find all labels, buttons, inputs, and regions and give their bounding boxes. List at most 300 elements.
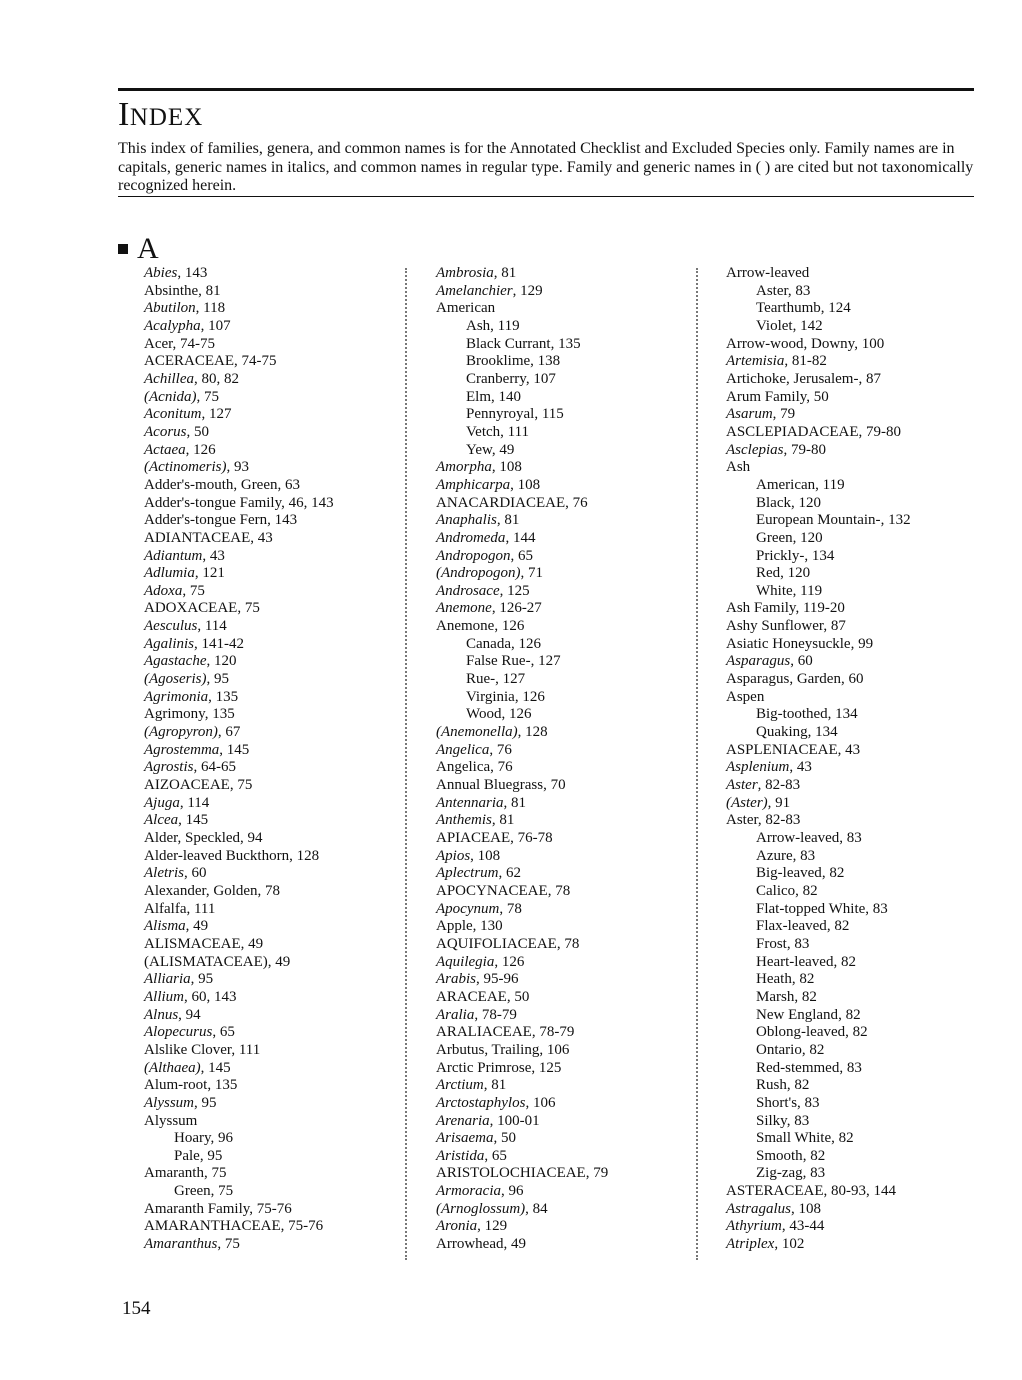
index-entry-name: Black Currant — [466, 335, 551, 352]
index-intro: This index of families, genera, and common names is for the Annotated Checklist and Excluded Species only. Family names are in capitals, generic names in italics, and common names in regular type. Family and generic names in ( ) are cited but not taxonomically recognized herein. — [118, 140, 974, 194]
index-entry-pages: , 75 — [237, 600, 260, 617]
index-entry — [726, 512, 911, 530]
index-entry — [726, 918, 911, 936]
index-entry-pages: , 129 — [512, 282, 543, 299]
index-entry-pages: , 83 — [802, 1165, 826, 1182]
index-entry — [436, 265, 608, 283]
index-entry-name: Adder's-mouth, Green — [144, 476, 278, 493]
index-entry — [144, 742, 334, 760]
index-entry-name: Aletris — [144, 865, 184, 882]
index-entry — [436, 971, 608, 989]
index-entry-pages: , 67 — [217, 724, 241, 741]
index-entry-name: ASPLENIACEAE — [726, 741, 838, 758]
index-entry — [726, 812, 911, 830]
index-entry-name: Azure — [756, 847, 793, 864]
index-entry — [144, 936, 334, 954]
index-entry-name: Astragalus — [726, 1200, 792, 1217]
index-entry-name: Aspen — [726, 688, 765, 705]
index-entry-name: Anemone — [436, 618, 495, 635]
index-entry-pages: , 119 — [490, 317, 520, 334]
index-entry — [436, 936, 608, 954]
index-entry-name: Adlumia — [144, 565, 195, 582]
index-entry — [436, 459, 608, 477]
index-entry-name: APIACEAE — [436, 830, 511, 846]
index-entry-name: ASTERACEAE — [726, 1183, 824, 1200]
index-entry-pages: , 134 — [804, 547, 835, 564]
index-entry-pages: , 49 — [240, 935, 264, 952]
index-entry-pages: , 100 — [854, 335, 885, 352]
index-entry — [436, 1060, 608, 1078]
index-entry-pages: , 114 — [197, 618, 227, 635]
index-entry-pages: , 81-82 — [784, 353, 827, 370]
index-entry-pages: , 95 — [194, 1094, 217, 1111]
index-entry — [144, 1148, 334, 1166]
index-entry-name: Agastache — [144, 653, 207, 670]
index-entry-name: Wood — [466, 706, 502, 723]
index-entry-pages: , 118 — [195, 300, 226, 317]
index-entry — [144, 1042, 334, 1060]
index-entry-pages: , 111 — [231, 1041, 261, 1058]
index-column-1 — [144, 265, 334, 1254]
index-entry-pages: , 78 — [257, 882, 281, 899]
index-entry-pages: , 80-93, 144 — [823, 1183, 896, 1200]
index-entry-pages: , 50 — [806, 388, 829, 405]
index-entry-name: New England — [756, 1006, 839, 1023]
index-entry — [726, 389, 911, 407]
index-entry-pages: , 125 — [499, 582, 530, 599]
index-entry — [144, 918, 334, 936]
index-entry-pages: , 93 — [226, 459, 249, 476]
index-entry — [726, 406, 911, 424]
index-entry-pages: , 75 — [210, 1183, 234, 1200]
index-entry — [436, 530, 608, 548]
index-entry-pages: , 132 — [880, 512, 911, 529]
index-entry — [144, 777, 334, 795]
index-entry — [144, 406, 334, 424]
index-entry-name: Abutilon — [144, 300, 196, 317]
index-entry-name: ADOXACEAE — [144, 600, 238, 617]
index-entry — [436, 1165, 608, 1183]
index-entry-pages: , 76-78 — [510, 830, 553, 846]
index-entry-pages: , 49 — [267, 953, 291, 970]
index-entry-name: Red-stemmed — [756, 1059, 840, 1076]
index-entry-pages: , 49 — [491, 441, 515, 458]
index-entry-pages: , 60 — [840, 671, 864, 688]
index-entry-pages: , 46, 143 — [281, 494, 334, 511]
index-entry-name: Arrowhead — [436, 1236, 504, 1253]
index-entry — [726, 1077, 911, 1095]
index-entry — [436, 600, 608, 618]
index-entry-name: Amelanchier — [436, 282, 513, 299]
index-entry-pages: , 49 — [503, 1236, 526, 1253]
index-entry — [436, 883, 608, 901]
index-entry — [726, 865, 911, 883]
index-entry-name: Flat-topped White — [756, 900, 866, 917]
index-entry-pages: , 62 — [498, 865, 521, 882]
index-entry — [726, 795, 911, 813]
index-entry — [726, 689, 911, 707]
index-entry — [436, 671, 608, 689]
column-divider — [405, 268, 407, 1260]
index-entry-name: (Agropyron) — [144, 724, 218, 741]
index-entry — [144, 442, 334, 460]
index-entry-pages: , 75 — [182, 582, 205, 599]
index-entry-name: Aronia — [436, 1218, 478, 1235]
index-entry-pages: , 50 — [186, 423, 209, 440]
index-entry-pages: , 124 — [820, 300, 851, 317]
index-entry-name: Smooth — [756, 1147, 803, 1164]
index-entry-pages: , 78 — [547, 882, 571, 899]
index-entry — [144, 389, 334, 407]
index-entry — [436, 918, 608, 936]
index-entry — [726, 600, 911, 618]
top-rule — [118, 88, 974, 91]
index-entry — [144, 971, 334, 989]
index-entry-pages: , 125 — [531, 1059, 562, 1076]
index-entry — [436, 283, 608, 301]
index-entry — [144, 336, 334, 354]
index-entry-name: Adder's-tongue Fern — [144, 512, 268, 529]
index-entry — [144, 548, 334, 566]
index-entry — [726, 618, 911, 636]
index-entry-pages: , 128 — [517, 724, 548, 741]
index-entry-pages: , 115 — [534, 406, 564, 423]
index-entry — [144, 265, 334, 283]
index-entry — [144, 954, 334, 972]
index-entry — [726, 1130, 911, 1148]
index-entry-name: Alyssum — [144, 1112, 198, 1129]
index-entry — [436, 865, 608, 883]
index-entry-name: Black — [756, 494, 791, 511]
index-entry — [436, 548, 608, 566]
index-entry-name: Arctostaphylos — [436, 1094, 526, 1111]
index-entry-name: Virginia — [466, 688, 515, 705]
index-entry-pages: , 43-44 — [781, 1218, 825, 1235]
index-entry-pages: , 75 — [229, 777, 253, 794]
index-entry-name: Arrow-leaved — [756, 830, 840, 846]
index-entry-name: Asclepias — [726, 441, 784, 458]
index-entry — [144, 495, 334, 513]
index-entry — [144, 724, 334, 742]
index-entry-name: Green — [174, 1183, 211, 1200]
index-entry — [144, 830, 334, 848]
page-number: 154 — [122, 1298, 151, 1319]
index-entry-name: False Rue- — [466, 653, 531, 670]
index-entry-pages: , 75 — [196, 388, 219, 405]
index-entry-name: Hoary — [174, 1130, 211, 1147]
index-entry-pages: , 82 — [791, 971, 815, 988]
index-entry — [726, 1060, 911, 1078]
index-entry-name: Alder, Speckled — [144, 830, 241, 846]
index-entry — [436, 406, 608, 424]
index-entry — [144, 512, 334, 530]
index-entry-pages: , 138 — [530, 353, 561, 370]
index-entry-pages: , 83 — [787, 282, 811, 299]
index-entry-pages: , 134 — [807, 724, 838, 741]
index-entry — [726, 901, 911, 919]
index-entry-pages: , 106 — [525, 1094, 556, 1111]
index-entry-name: Androsace — [436, 582, 500, 599]
index-entry — [436, 1024, 608, 1042]
index-entry-pages: , 120 — [780, 565, 811, 582]
index-entry-name: ADIANTACEAE — [144, 529, 251, 546]
index-entry — [726, 477, 911, 495]
index-entry — [436, 795, 608, 813]
index-entry-pages: , 84 — [525, 1200, 548, 1217]
index-entry — [726, 830, 911, 848]
index-entry-name: Alopecurus — [144, 1024, 213, 1041]
index-entry-pages: , 114 — [179, 794, 210, 811]
column-divider — [696, 268, 698, 1260]
index-entry — [436, 1042, 608, 1060]
index-entry-name: Angelica — [436, 741, 490, 758]
index-entry — [144, 353, 334, 371]
index-entry-pages: , 81 — [483, 1077, 507, 1094]
index-entry-pages: , 87 — [858, 370, 881, 387]
index-entry — [144, 795, 334, 813]
index-entry-name: Rue- — [466, 671, 496, 688]
index-entry — [144, 901, 334, 919]
index-entry-pages: , 65 — [212, 1024, 235, 1041]
index-entry-pages: , 43 — [250, 529, 273, 546]
index-entry-name: Adder's-tongue Family — [144, 494, 282, 511]
index-entry-pages: , 65 — [510, 547, 533, 564]
index-entry-pages: , 135 — [204, 706, 235, 723]
index-entry-name: Short's — [756, 1094, 798, 1111]
index-entry-name: Violet — [756, 317, 793, 334]
index-entry-pages: , 143 — [177, 265, 208, 281]
index-entry-name: Asplenium — [726, 759, 790, 776]
index-entry — [726, 1218, 911, 1236]
index-entry — [436, 954, 608, 972]
index-entry — [726, 583, 911, 601]
index-entry — [726, 971, 911, 989]
index-entry-pages: , 120 — [792, 529, 823, 546]
index-entry-pages: , 50 — [506, 988, 530, 1005]
index-entry — [726, 653, 911, 671]
index-entry-name: Acer — [144, 335, 173, 352]
index-entry-pages: , 43 — [789, 759, 812, 776]
index-entry-pages: , 82 — [845, 1024, 868, 1041]
index-entry-pages: , 82 — [831, 1130, 854, 1147]
index-entry — [726, 1042, 911, 1060]
index-entry-name: AIZOACEAE — [144, 777, 230, 794]
index-entry-pages: , 108 — [510, 476, 541, 493]
index-entry — [436, 583, 608, 601]
index-entry — [144, 1077, 334, 1095]
index-entry-pages: , 82 — [801, 1041, 825, 1058]
index-entry-pages: , 91 — [767, 794, 791, 811]
index-entry-name: Prickly- — [756, 547, 805, 564]
index-entry-pages: , 76 — [490, 759, 513, 776]
index-entry-name: ARISTOLOCHIACEAE — [436, 1165, 586, 1182]
index-entry — [436, 1236, 608, 1254]
index-entry — [726, 442, 911, 460]
index-entry — [726, 1113, 911, 1131]
index-entry-pages: , 79-80 — [858, 423, 902, 440]
index-entry-pages: , 81 — [503, 794, 526, 811]
index-entry — [144, 865, 334, 883]
index-entry-name: Arenaria — [436, 1112, 490, 1129]
index-entry-name: Amaranthus — [144, 1236, 218, 1253]
index-entry-pages: , 145 — [219, 741, 250, 758]
index-entry — [726, 1095, 911, 1113]
index-entry-name: Alliaria — [144, 971, 191, 988]
index-entry-pages: , 140 — [491, 388, 521, 405]
index-entry — [726, 318, 911, 336]
index-entry-pages: , 120 — [206, 653, 237, 670]
index-entry-pages: , 127 — [201, 406, 232, 423]
index-entry — [726, 724, 911, 742]
index-entry — [726, 1024, 911, 1042]
index-entry — [144, 283, 334, 301]
index-entry — [726, 424, 911, 442]
index-entry — [726, 706, 911, 724]
index-entry — [144, 565, 334, 583]
index-entry — [144, 424, 334, 442]
index-entry — [144, 989, 334, 1007]
index-entry-pages: , 78-79 — [531, 1024, 575, 1041]
index-entry-name: Marsh — [756, 988, 795, 1005]
index-entry — [436, 424, 608, 442]
index-entry-name: Oblong-leaved — [756, 1024, 846, 1041]
index-entry — [436, 653, 608, 671]
index-entry-pages: , 75-76 — [249, 1200, 292, 1217]
index-entry-pages: , 60 — [790, 653, 813, 670]
index-entry-pages: , 144 — [505, 529, 536, 546]
index-entry-pages: , 99 — [850, 635, 874, 652]
index-entry-name: American — [756, 476, 816, 493]
index-entry-pages: , 83 — [865, 900, 888, 917]
index-entry-pages: , 74-75 — [172, 335, 216, 352]
index-entry-name: AQUIFOLIACEAE — [436, 935, 557, 952]
index-entry — [144, 1007, 334, 1025]
index-entry-name: Yew — [466, 441, 492, 458]
index-entry-name: ASCLEPIADACEAE — [726, 423, 859, 440]
index-entry — [726, 265, 911, 283]
index-entry-name: Agrimony — [144, 706, 205, 723]
index-entry — [436, 336, 608, 354]
index-entry-name: (Actinomeris) — [144, 459, 227, 476]
index-entry-pages: , 94 — [240, 830, 263, 846]
index-entry — [144, 1218, 334, 1236]
index-entry-name: Arctic Primrose — [436, 1059, 532, 1076]
index-entry — [144, 1130, 334, 1148]
index-entry-name: Red — [756, 565, 781, 582]
index-entry-name: Heart-leaved — [756, 953, 834, 970]
index-entry — [436, 371, 608, 389]
index-entry-pages: , 79 — [772, 406, 796, 423]
index-entry-name: (Althaea) — [144, 1059, 201, 1076]
index-entry — [436, 1201, 608, 1219]
index-entry-pages: , 78-79 — [474, 1006, 517, 1023]
index-entry-pages: , 79-80 — [783, 441, 826, 458]
square-bullet-icon — [118, 244, 128, 254]
index-entry-pages: , 50 — [493, 1130, 516, 1147]
index-entry-pages: , 95 — [206, 671, 229, 688]
index-entry-pages: , 80, 82 — [193, 370, 239, 387]
index-entry — [144, 636, 334, 654]
index-entry-pages: , 120 — [791, 494, 821, 511]
index-entry-pages: , 135 — [550, 335, 581, 352]
index-entry-name: Aconitum — [144, 406, 202, 423]
index-entry-name: Aralia — [436, 1006, 475, 1023]
index-entry — [726, 989, 911, 1007]
index-entry-pages: , 82 — [795, 882, 818, 899]
section-heading — [118, 232, 159, 266]
index-entry-name: Elm — [466, 388, 491, 405]
index-entry-name: ALISMACEAE — [144, 935, 241, 952]
index-entry-name: Agrostis — [144, 759, 194, 776]
index-entry-pages: , 95 — [190, 971, 214, 988]
index-entry-name: Annual Bluegrass — [436, 777, 544, 794]
index-entry-name: Aplectrum — [436, 865, 499, 882]
index-entry-name: Asiatic Honeysuckle — [726, 635, 851, 652]
index-entry — [436, 689, 608, 707]
index-entry-name: Antennaria — [436, 794, 504, 811]
page-title — [118, 96, 203, 137]
index-entry-pages: , 83 — [786, 935, 810, 952]
index-entry-name: Andropogon — [436, 547, 511, 564]
index-entry-pages: , 108 — [791, 1200, 822, 1217]
index-entry-pages: , 127 — [530, 653, 561, 670]
index-entry-name: Ash Family — [726, 600, 796, 617]
index-entry-name: Alum-root — [144, 1077, 208, 1094]
index-entry-pages: , 130 — [472, 918, 503, 935]
index-entry-name: Frost — [756, 935, 787, 952]
index-entry — [726, 1201, 911, 1219]
index-entry — [436, 318, 608, 336]
index-entry — [436, 1183, 608, 1201]
index-entry-name: Small White — [756, 1130, 832, 1147]
index-entry — [144, 318, 334, 336]
index-entry-name: Alcea — [144, 812, 179, 829]
index-entry-pages: , 74-75 — [234, 353, 277, 370]
index-entry — [436, 1113, 608, 1131]
header-rule — [118, 196, 974, 197]
index-entry — [726, 1148, 911, 1166]
index-entry — [144, 1095, 334, 1113]
index-entry-pages: , 126 — [494, 618, 525, 635]
index-entry-name: Pennyroyal — [466, 406, 535, 423]
index-entry-pages: , 108 — [470, 847, 501, 864]
index-entry-pages: , 83 — [792, 847, 816, 864]
index-entry-name: Acalypha — [144, 317, 201, 334]
index-entry-name: Arctium — [436, 1077, 484, 1094]
index-entry-pages: , 76 — [489, 741, 512, 758]
index-entry-name: White — [756, 582, 793, 599]
index-entry-name: Adoxa — [144, 582, 183, 599]
index-entry-pages: , 43 — [837, 741, 861, 758]
index-entry-pages: , 95 — [199, 1147, 223, 1164]
index-entry — [726, 300, 911, 318]
index-entry-pages: , 70 — [543, 777, 566, 794]
index-entry-name: Aristida — [436, 1147, 485, 1164]
index-entry — [436, 477, 608, 495]
index-entry-pages: , 94 — [178, 1006, 201, 1023]
index-entry — [436, 724, 608, 742]
index-entry-name: Pale — [174, 1147, 200, 1164]
index-entry — [436, 901, 608, 919]
index-entry-pages: , 100-01 — [489, 1112, 540, 1129]
index-entry — [726, 742, 911, 760]
index-entry-name: Arbutus, Trailing — [436, 1041, 540, 1058]
index-entry — [144, 477, 334, 495]
index-entry-name: Silky — [756, 1112, 787, 1129]
index-entry-name: Apple — [436, 918, 473, 935]
index-entry-pages: , 96 — [210, 1130, 234, 1147]
index-entry — [726, 1236, 911, 1254]
